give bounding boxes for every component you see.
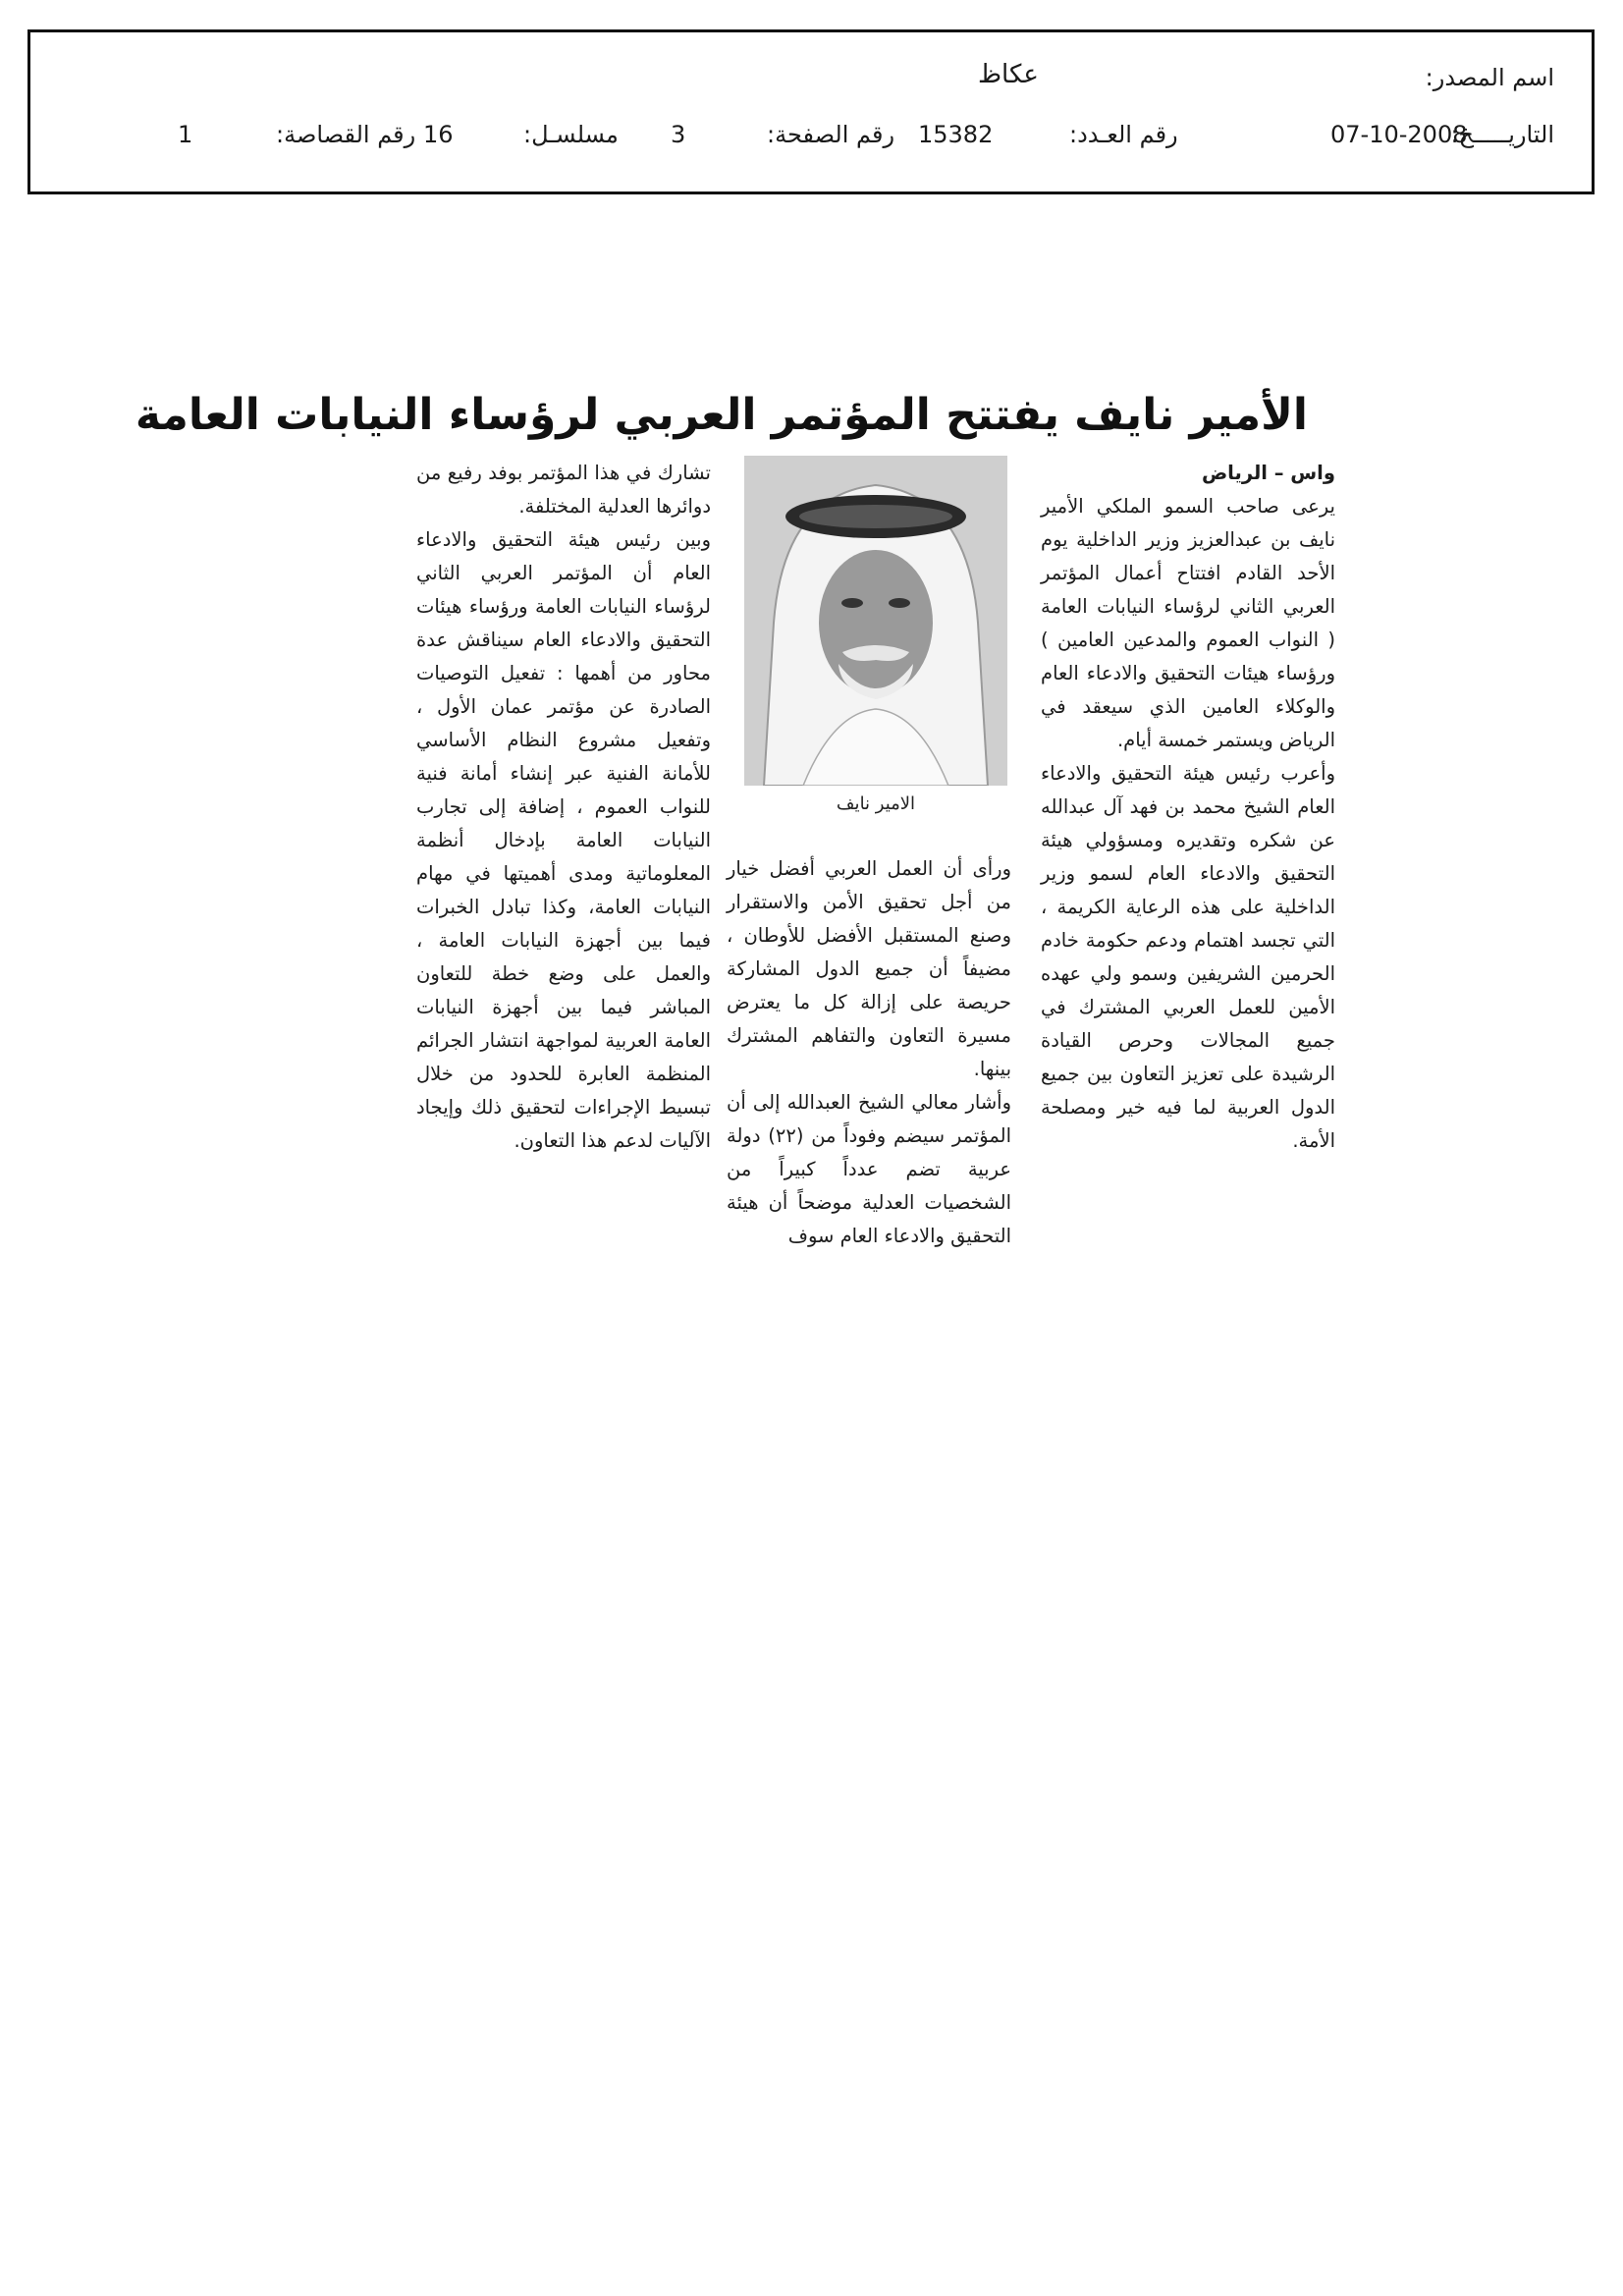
article-headline: الأمير نايف يفتتح المؤتمر العربي لرؤساء النيابات العامة [135, 390, 1308, 441]
paragraph: وأعرب رئيس هيئة التحقيق والادعاء العام الشيخ محمد بن فهد آل عبدالله عن شكره وتقديره ومسؤولي هيئة التحقيق والادعاء العام لسمو وزير الداخلية على هذه الرعاية الكريمة ، التي تجسد اهتمام ودعم حكومة خادم الحرمين الشريفين وسمو ولي عهده الأمين للعمل العربي المشترك في جميع المجالات وحرص القيادة الرشيدة على تعزيز التعاون بين جميع الدول العربية لما فيه خير ومصلحة الأمة. [1041, 762, 1335, 1152]
portrait-image [744, 456, 1007, 786]
paragraph: ورأى أن العمل العربي أفضل خيار من أجل تحقيق الأمن والاستقرار وصنع المستقبل الأفضل للأوطان ، مضيفاً أن جميع الدول المشاركة حريصة على إزالة كل ما يعترض مسيرة التعاون والتفاهم المشترك بينها. [727, 857, 1011, 1080]
date-value: 07-10-2008 [1330, 121, 1468, 148]
paragraph: تشارك في هذا المؤتمر بوفد رفيع من دوائرها العدلية المختلفة. [416, 462, 711, 518]
page-number-label: رقم الصفحة: [767, 121, 895, 148]
paragraph: وأشار معالي الشيخ العبدالله إلى أن المؤتمر سيضم وفوداً من (٢٢) دولة عربية تضم عدداً كبيراً من الشخصيات العدلية موضحاً أن هيئة التحقيق والادعاء العام سوف [727, 1091, 1011, 1247]
photo-caption: الامير نايف [836, 793, 916, 814]
issue-number-label: رقم العـدد: [1069, 121, 1178, 148]
portrait-photo [744, 456, 1007, 786]
paragraph: وبين رئيس هيئة التحقيق والادعاء العام أن المؤتمر العربي الثاني لرؤساء النيابات العامة ورؤساء هيئات التحقيق والادعاء العام سيناقش عدة محاور من أهمها : تفعيل التوصيات الصادرة عن مؤتمر عمان الأول ، وتفعيل مشروع النظام الأساسي للأمانة الفنية عبر إنشاء أمانة فنية للنواب العموم ، إضافة إلى تجارب النيابات العامة بإدخال أنظمة المعلوماتية ومدى أهميتها في مهام النيابات العامة، وكذا تبادل الخبرات فيما بين أجهزة النيابات العامة ، والعمل على وضع خطة للتعاون المباشر فيما بين أجهزة النيابات العامة العربية لمواجهة انتشار الجرائم المنظمة العابرة للحدود من خلال تبسيط الإجراءات لتحقيق ذلك وإيجاد الآليات لدعم هذا التعاون. [416, 528, 711, 1152]
serial-label: مسلسـل: [523, 121, 619, 148]
issue-number-value: 15382 [918, 121, 994, 148]
clipping-number-value: 1 [178, 121, 193, 148]
page-number-value: 3 [671, 121, 686, 148]
date-label: التاريـــــخ: [1450, 121, 1554, 148]
article-column-right [1041, 457, 1335, 1158]
serial-value: 16 [423, 121, 454, 148]
clipping-number-label: رقم القصاصة: [276, 121, 416, 148]
clipping-info-box [27, 29, 1595, 194]
source-label: اسم المصدر: [1425, 64, 1554, 91]
source-value: عكاظ [978, 60, 1039, 89]
article-column-middle [727, 852, 1011, 1253]
article-column-left [416, 457, 711, 1158]
paragraph: يرعى صاحب السمو الملكي الأمير نايف بن عبدالعزيز وزير الداخلية يوم الأحد القادم افتتاح أعمال المؤتمر العربي الثاني لرؤساء النيابات العامة ( النواب العموم والمدعين العامين ) ورؤساء هيئات التحقيق والادعاء العام والوكلاء العامين الذي سيعقد في الرياض ويستمر خمسة أيام. [1041, 495, 1335, 751]
article-dateline: واس – الرياض [1201, 462, 1335, 484]
